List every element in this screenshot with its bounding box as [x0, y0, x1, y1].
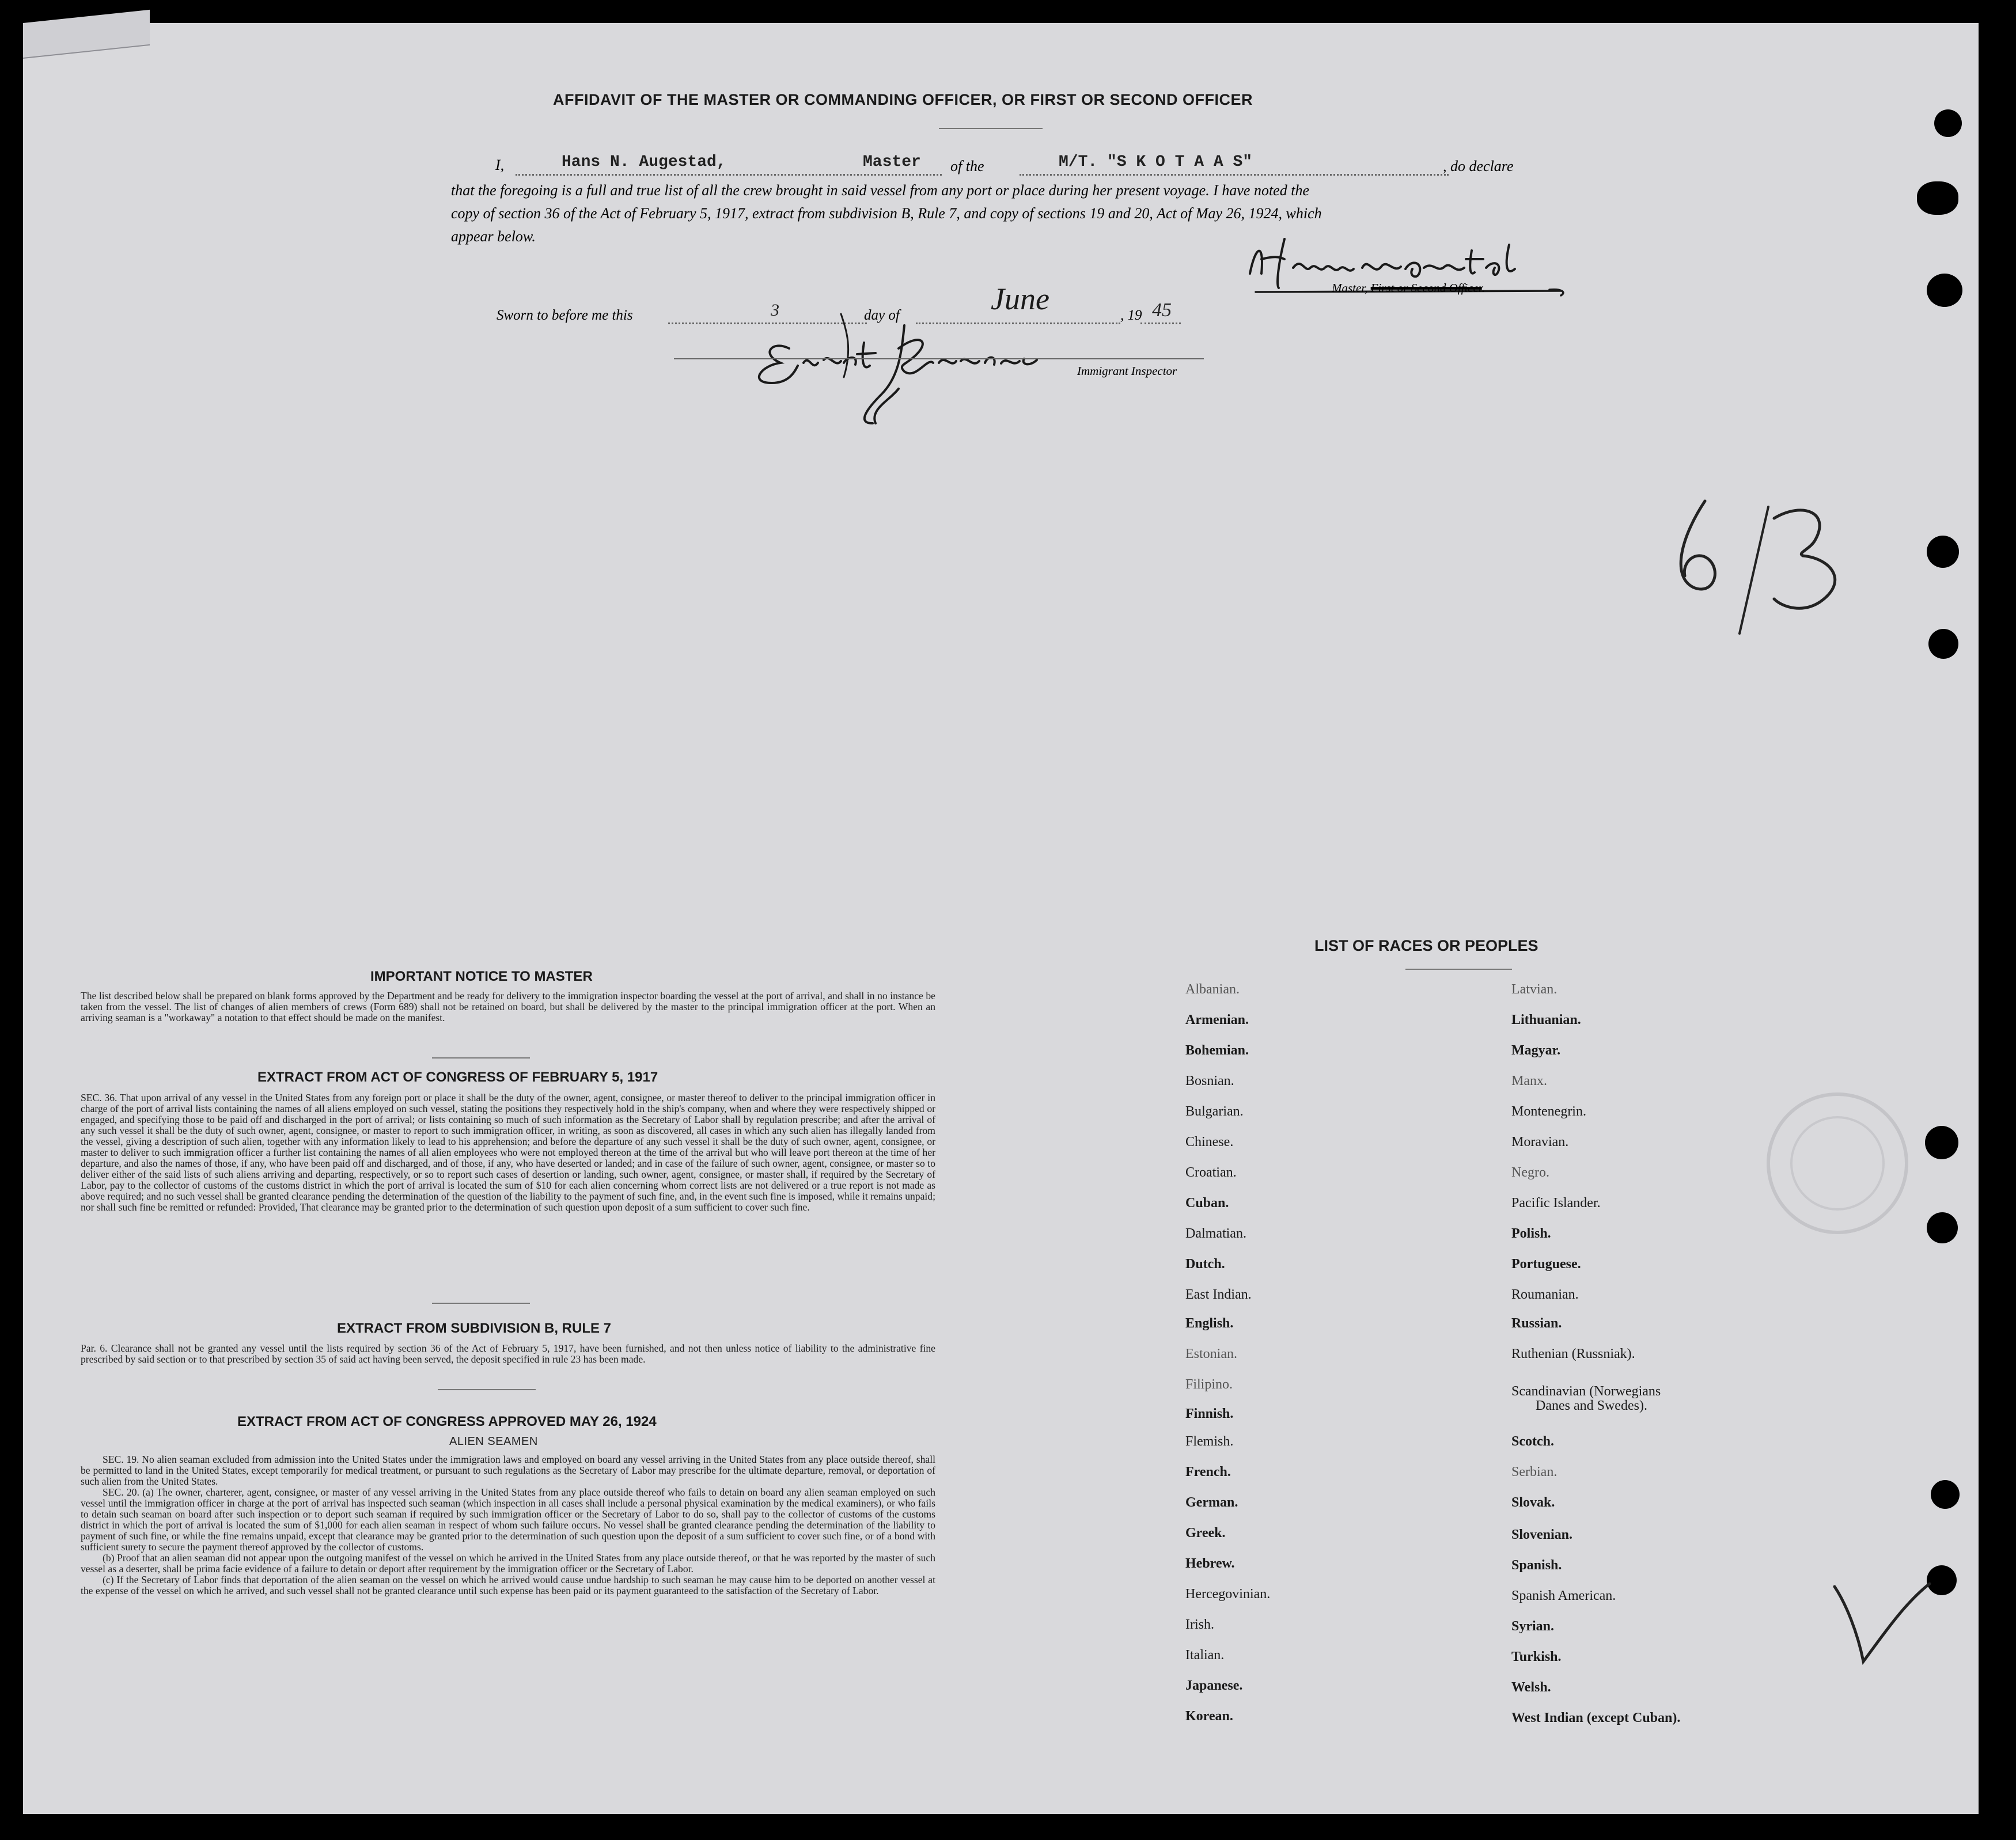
race-item: Dutch.	[1185, 1257, 1225, 1272]
races-rule	[1405, 969, 1512, 970]
sworn-month: June	[991, 282, 1049, 316]
vessel-name: M/T. "S K O T A A S"	[1059, 153, 1253, 171]
race-item: Magyar.	[1511, 1043, 1561, 1058]
race-item: Welsh.	[1511, 1680, 1551, 1695]
race-item: Turkish.	[1511, 1649, 1562, 1664]
race-item: Montenegrin.	[1511, 1104, 1586, 1119]
race-item: Hebrew.	[1185, 1556, 1235, 1571]
race-item: Korean.	[1185, 1709, 1233, 1724]
extract-1924-body	[81, 1454, 935, 1596]
do-declare-label: , do declare	[1443, 158, 1514, 174]
binder-hole	[1925, 1126, 1958, 1159]
race-item: Finnish.	[1185, 1406, 1234, 1421]
notice-rule	[432, 1057, 530, 1059]
race-item: Greek.	[1185, 1526, 1226, 1541]
rule7-heading: EXTRACT FROM SUBDIVISION B, RULE 7	[337, 1321, 612, 1336]
race-item: Hercegovinian.	[1185, 1587, 1271, 1602]
notice-heading: IMPORTANT NOTICE TO MASTER	[370, 969, 593, 984]
race-item: Slovak.	[1511, 1495, 1555, 1510]
race-item: Negro.	[1511, 1165, 1549, 1180]
page-number-note	[1659, 484, 1866, 645]
year-prefix: , 19	[1120, 308, 1142, 323]
race-item: Dalmatian.	[1185, 1226, 1246, 1241]
extract-1924-heading: EXTRACT FROM ACT OF CONGRESS APPROVED MAY 26, 1924	[237, 1414, 657, 1429]
vessel-line	[1020, 174, 1449, 176]
binder-hole	[1927, 274, 1962, 307]
sworn-day: 3	[771, 301, 779, 320]
race-item: East Indian.	[1185, 1287, 1252, 1302]
signer-title-struck: First or Second Officer	[1370, 281, 1482, 295]
race-item: Albanian.	[1185, 982, 1240, 997]
race-item: Flemish.	[1185, 1434, 1234, 1449]
race-item: Serbian.	[1511, 1465, 1558, 1479]
race-item: Filipino.	[1185, 1377, 1233, 1392]
race-item: Japanese.	[1185, 1678, 1243, 1693]
race-item: Syrian.	[1511, 1619, 1555, 1634]
of-the-label: of the	[950, 158, 984, 174]
master-name: Hans N. Augestad,	[562, 153, 726, 171]
inspector-signature	[726, 308, 1048, 429]
rule7-body: Par. 6. Clearance shall not be granted any vessel until the lists required by section 36 of the Act of February 5, 1917, have been furnished, and not then unless notice of liability to the administrative fine prescribed by said section or to that prescribed by section 35 of said act having been served, the deposit specified in rule 23 has been made.	[81, 1342, 935, 1365]
race-item: Irish.	[1185, 1617, 1214, 1632]
race-item: Danes and Swedes).	[1536, 1398, 1647, 1413]
race-item: Russian.	[1511, 1316, 1562, 1331]
heading-rule	[939, 128, 1043, 129]
rule7-rule	[438, 1389, 536, 1390]
binder-hole	[1927, 536, 1959, 568]
extract-1917-heading: EXTRACT FROM ACT OF CONGRESS OF FEBRUARY 5, 1917	[257, 1069, 658, 1085]
signer-title-end: .	[1481, 281, 1485, 295]
sec19-text: SEC. 19. No alien seaman excluded from admission into the United States under the immigration laws and employed on board any vessel arriving in the United States from any place outside thereof, shall be permitted to land in the United States, except temporarily for medical treatment, or pursuant to such regulations as the Secretary of Labor may prescribe for the ultimate departure, removal, or deportation of such alien from the United States.	[81, 1454, 935, 1487]
race-item: Manx.	[1511, 1073, 1547, 1088]
race-item: Polish.	[1511, 1226, 1551, 1241]
race-item: Portuguese.	[1511, 1257, 1581, 1272]
sec20c-text: (c) If the Secretary of Labor finds that deportation of the alien seaman on the vessel on which he arrived would cause undue hardship to such seaman he may cause him to be deported on another vessel at the expense of the vessel on which he arrived, and such vessel shall not be granted clearance until such expense has been paid or its payment guaranteed to the satisfaction of the Secretary of Labor.	[81, 1574, 935, 1596]
race-item: Bosnian.	[1185, 1073, 1234, 1088]
binder-hole	[1934, 109, 1962, 137]
name-line	[516, 174, 942, 176]
declaration-line-2: that the foregoing is a full and true list of all the crew brought in said vessel from any port or place during her present voyage. I have noted the	[451, 182, 1309, 199]
race-item: Italian.	[1185, 1648, 1225, 1663]
race-item: Roumanian.	[1511, 1287, 1579, 1302]
races-heading: LIST OF RACES OR PEOPLES	[1314, 937, 1538, 954]
master-position: Master	[863, 153, 921, 171]
race-item: Scotch.	[1511, 1434, 1554, 1449]
race-item: Pacific Islander.	[1511, 1196, 1601, 1211]
race-item: Estonian.	[1185, 1346, 1237, 1361]
binder-hole	[1927, 1212, 1958, 1243]
faint-seal-stamp	[1751, 1077, 1924, 1250]
notice-body: The list described below shall be prepared on blank forms approved by the Department and be ready for delivery to the immigration inspector boarding the vessel at the port of arrival, and shall in no instance be taken from the vessel. The list of changes of alien members of crews (Form 689) shall not be retained on board, but shall be delivered by the master to the principal immigration officer at the port. When an arriving seaman is a "workaway" a notation to that effect should be made on the manifest.	[81, 990, 935, 1023]
race-item: Latvian.	[1511, 982, 1558, 997]
day-of-label: day of	[864, 308, 900, 323]
race-item: Ruthenian (Russniak).	[1511, 1346, 1635, 1361]
binder-hole	[1931, 1480, 1960, 1509]
race-item: West Indian (except Cuban).	[1511, 1710, 1681, 1725]
race-item: Bulgarian.	[1185, 1104, 1244, 1119]
check-mark	[1823, 1575, 1938, 1673]
race-item: Chinese.	[1185, 1135, 1234, 1149]
sworn-label: Sworn to before me this	[497, 308, 633, 323]
race-item: Slovenian.	[1511, 1527, 1573, 1542]
race-item: Moravian.	[1511, 1135, 1569, 1149]
affidavit-heading: AFFIDAVIT OF THE MASTER OR COMMANDING OFFICER, OR FIRST OR SECOND OFFICER	[553, 91, 1253, 108]
sec20a-text: SEC. 20. (a) The owner, charterer, agent, consignee, or master of any vessel arriving in the United States from any place outside thereof who fails to detain on board any alien seaman employed on such vessel until the immigration officer in charge at the port of arrival has inspected such seaman (which inspection in all cases shall include a personal physical examination by the medical examiners), or who fails to detain such seaman on board after such inspection or to deport such seaman if required by such immigration officer or the Secretary of Labor to do so, shall pay to the collector of customs of the customs district in which the port of arrival is located the sum of $1,000 for each alien seaman in respect of whom such failure occurs. No vessel shall be granted clearance pending the determination of the liability to payment of such fine, or while the fine remains unpaid, except that clearance may be granted prior to the determination of such question upon the deposit of a sum sufficient to cover such fine, or of a bond with sufficient surety to secure the payment thereof approved by the collector of customs.	[81, 1486, 935, 1553]
inspector-label: Immigrant Inspector	[1077, 364, 1177, 378]
race-item: Armenian.	[1185, 1012, 1249, 1027]
race-item: English.	[1185, 1316, 1234, 1331]
extract-1917-rule	[432, 1303, 530, 1304]
declaration-prefix: I,	[495, 157, 505, 173]
race-item: Bohemian.	[1185, 1043, 1249, 1058]
binder-hole	[1917, 181, 1958, 215]
alien-seamen-subheading: ALIEN SEAMEN	[449, 1435, 538, 1448]
race-item: Spanish American.	[1511, 1588, 1616, 1603]
race-item: French.	[1185, 1465, 1231, 1479]
race-item: Spanish.	[1511, 1558, 1562, 1573]
race-item: Lithuanian.	[1511, 1012, 1581, 1027]
sworn-year: 45	[1152, 299, 1172, 321]
binder-hole	[1928, 629, 1958, 659]
declaration-line-4: appear below.	[451, 228, 536, 245]
race-item: Cuban.	[1185, 1196, 1229, 1211]
race-item: Scandinavian (Norwegians	[1511, 1384, 1661, 1399]
signer-title-master: Master,	[1332, 281, 1371, 295]
sec20b-text: (b) Proof that an alien seaman did not appear upon the outgoing manifest of the vessel on which he arrived in the United States from any place outside thereof, or that he was reported by the master of such vessel as a deserter, shall be prima facie evidence of a failure to detain or deport after requirement by the immigration officer or the Secretary of Labor.	[81, 1552, 935, 1575]
inspector-line	[674, 358, 1204, 359]
race-item: Croatian.	[1185, 1165, 1237, 1180]
extract-1917-body: SEC. 36. That upon arrival of any vessel in the United States from any foreign port or place it shall be the duty of the owner, agent, consignee, or master thereof to deliver to the principal immigration officer in charge of the port of arrival lists containing the names of all aliens employed on such vessel, stating the positions they respectively hold in the ship's company, when and where they were respectively shipped or engaged, and specifying those to be paid off and discharged in the port of arrival; or lists containing so much of such information as the Secretary of Labor shall by regulation prescribe; and after the arrival of any such vessel it shall be the duty of such owner, agent, consignee, or master to report to such immigration officer, in writing, as soon as discovered, all cases in which any such alien has illegally landed from the vessel, giving a description of such alien, together with any information likely to lead to his apprehension; and before the departure of any such vessel it shall be the duty of such owner, agent, consignee, or master to deliver to such immigration officer a further list containing the names of all alien employees who were not employed thereon at the time of the arrival but who will leave port thereon at the time of her departure, and also the names of those, if any, who have been paid off and discharged, and of those, if any, who have deserted or landed; and in case of the failure of such owner, agent, consignee, or master so to deliver either of the said lists of such aliens arriving and departing, respectively, or so to report such cases of desertion or landing, such owner, agent, consignee, or master shall, if required by the Secretary of Labor, pay to the collector of customs of the customs district in which the port of arrival is located the sum of $10 for each alien concerning whom correct lists are not delivered or a true report is not made as above required; and no such vessel shall be granted clearance pending the determination of the question of the liability to the payment of such fine, and, in the event such fine is imposed, while it remains unpaid; nor shall such fine be remitted or refunded: Provided, That clearance may be granted prior to the determination of such question upon deposit of a sum sufficient to cover such fine.	[81, 1092, 935, 1213]
race-item: German.	[1185, 1495, 1238, 1510]
year-line	[1140, 323, 1181, 324]
declaration-line-3: copy of section 36 of the Act of February 5, 1917, extract from subdivision B, Rule 7, and copy of sections 19 and 20, Act of May 26, 1924, which	[451, 205, 1322, 222]
signer-title	[1332, 281, 1485, 295]
